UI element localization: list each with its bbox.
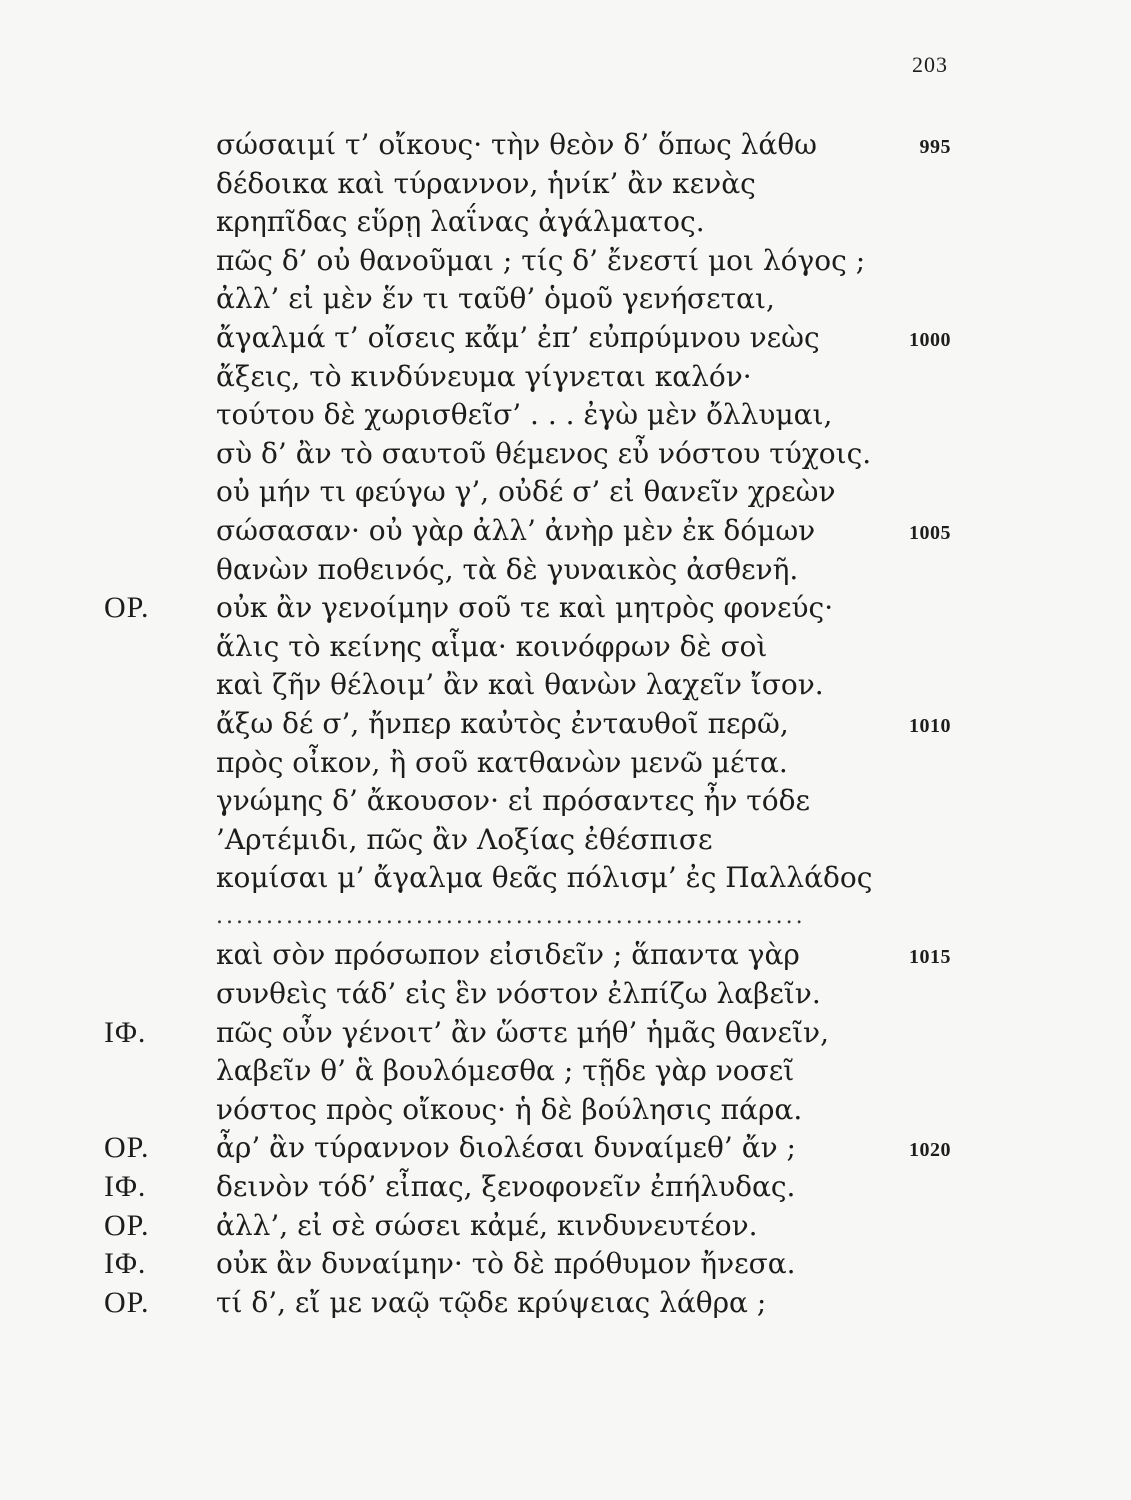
verse-line [0,435,1131,474]
line-number: 1010 [909,714,951,737]
verse-line [0,551,1131,590]
verse-text-line: ἄξω δέ σ’, ἤνπερ καὐτὸς ἐνταυθοῖ περῶ, [216,706,789,740]
verse-text-line: δεινὸν τόδ’ εἶπας, ξενοφονεῖν ἐπήλυδας. [216,1170,796,1204]
verse-text-line: οὐ μήν τι φεύγω γ’, οὐδέ σ’ εἰ θανεῖν χρεὼν [216,475,836,509]
line-number: 995 [919,136,951,158]
verse-text-line: ἄγαλμά τ’ οἴσεις κἄμ’ ἐπ’ εὐπρύμνου νεὼς [216,320,820,354]
line-number: 1020 [909,1139,951,1162]
verse-line [0,319,1131,358]
speaker-label: ΟΡ. [104,1208,150,1242]
verse-text-line: λαβεῖν θ’ ἃ βουλόμεσθα ; τῇδε γὰρ νοσεῖ [216,1054,795,1088]
verse-text-line: κρηπῖδας εὕρῃ λαΐνας ἀγάλματος. [216,205,705,239]
verse-line [0,1091,1131,1130]
verse-text-line: κομίσαι μ’ ἄγαλμα θεᾶς πόλισμ’ ἐς Παλλάδος [216,861,873,895]
verse-line [0,1129,1131,1168]
verse-line [0,782,1131,821]
verse-text-line: θανὼν ποθεινός, τὰ δὲ γυναικὸς ἀσθενῆ. [216,552,799,586]
verse-line [0,744,1131,783]
line-number: 1000 [909,328,951,351]
verse-line [0,628,1131,667]
speaker-label: ΟΡ. [104,1285,150,1319]
verse-line [0,975,1131,1014]
verse-line [0,821,1131,860]
verse-text-line: δέδοικα καὶ τύραννον, ἡνίκ’ ἂν κενὰς [216,166,756,200]
verse-text-line: ἀλλ’, εἰ σὲ σώσει κἀμέ, κινδυνευτέον. [216,1208,758,1242]
speaker-label: ΙΦ. [104,1247,147,1281]
verse-text-line: πῶς οὖν γένοιτ’ ἂν ὥστε μήθ’ ἡμᾶς θανεῖν, [216,1015,829,1049]
verse-text-line: γνώμης δ’ ἄκουσον· εἰ πρόσαντες ἦν τόδε [216,784,811,818]
speaker-label: ΙΦ. [104,1015,147,1049]
verse-line [0,666,1131,705]
verse-text [0,126,1131,1322]
verse-text-line: ’Αρτέμιδι, πῶς ἂν Λοξίας ἐθέσπισε [216,822,713,856]
verse-line [0,165,1131,204]
line-number: 1005 [909,521,951,544]
line-number: 1015 [909,946,951,969]
verse-line [0,1284,1131,1323]
verse-line [0,126,1131,165]
verse-line [0,396,1131,435]
lacuna-line [0,898,1131,937]
verse-line [0,589,1131,628]
verse-text-line: σὺ δ’ ἂν τὸ σαυτοῦ θέμενος εὖ νόστου τύχοις. [216,436,872,470]
verse-text-line: ἀλλ’ εἰ μὲν ἕν τι ταῦθ’ ὁμοῦ γενήσεται, [216,282,775,316]
verse-text-line: τούτου δὲ χωρισθεῖσ’ . . . ἐγὼ μὲν ὄλλυμαι, [216,398,833,432]
verse-line [0,936,1131,975]
page-number: 203 [912,52,948,77]
verse-text-line: οὐκ ἂν δυναίμην· τὸ δὲ πρόθυμον ἤνεσα. [216,1247,796,1281]
verse-text-line: τί δ’, εἴ με ναῷ τῷδε κρύψειας λάθρα ; [216,1285,767,1319]
verse-line [0,358,1131,397]
verse-line [0,203,1131,242]
verse-text-line: ἆρ’ ἂν τύραννον διολέσαι δυναίμεθ’ ἄν ; [216,1131,796,1165]
verse-text-line: ἅλις τὸ κείνης αἷμα· κοινόφρων δὲ σοὶ [216,629,768,663]
verse-text-line: πῶς δ’ οὐ θανοῦμαι ; τίς δ’ ἔνεστί μοι λόγος ; [216,243,866,277]
verse-text-line: σώσαιμί τ’ οἴκους· τὴν θεὸν δ’ ὅπως λάθω [216,128,818,161]
speaker-label: ΟΡ. [104,1131,150,1165]
verse-text-line: πρὸς οἶκον, ἢ σοῦ κατθανὼν μενῶ μέτα. [216,745,788,779]
verse-line [0,512,1131,551]
verse-line [0,1245,1131,1284]
speaker-label: ΙΦ. [104,1170,147,1204]
verse-line [0,242,1131,281]
verse-text-line: συνθεὶς τάδ’ εἰς ἓν νόστον ἐλπίζω λαβεῖν. [216,977,821,1011]
verse-line [0,705,1131,744]
verse-line [0,1014,1131,1053]
verse-text-line: ἄξεις, τὸ κινδύνευμα γίγνεται καλόν· [216,359,752,393]
verse-text-line: οὐκ ἂν γενοίμην σοῦ τε καὶ μητρὸς φονεύς· [216,591,834,625]
verse-line [0,1207,1131,1246]
verse-line [0,1168,1131,1207]
verse-text-line: ........................................................... [216,903,806,929]
verse-line [0,280,1131,319]
verse-text-line: καὶ ζῆν θέλοιμ’ ἂν καὶ θανὼν λαχεῖν ἴσον. [216,668,824,702]
verse-text-line: καὶ σὸν πρόσωπον εἰσιδεῖν ; ἅπαντα γὰρ [216,938,800,972]
verse-line [0,473,1131,512]
verse-text-line: νόστος πρὸς οἴκους· ἡ δὲ βούλησις πάρα. [216,1092,803,1126]
verse-text-line: σώσασαν· οὐ γὰρ ἀλλ’ ἀνὴρ μὲν ἐκ δόμων [216,513,816,547]
verse-line [0,1052,1131,1091]
speaker-label: ΟΡ. [104,591,150,625]
verse-line [0,859,1131,898]
